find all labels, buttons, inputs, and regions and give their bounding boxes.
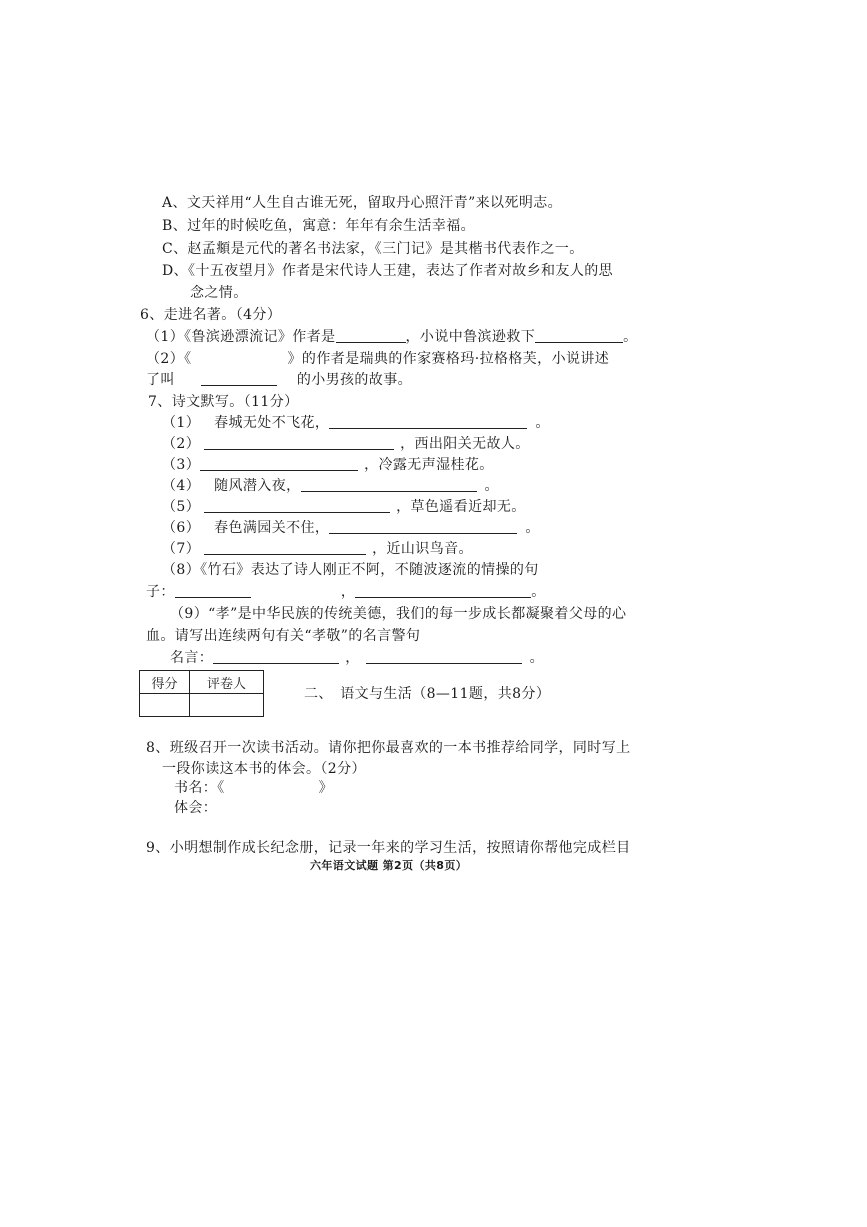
q7-line-4-end: 。: [484, 478, 499, 494]
q8-line-1: 8、班级召开一次读书活动。请你把你最喜欢的一本书推荐给同学，同时写上: [146, 740, 631, 756]
q6-part2-cont: [146, 370, 412, 390]
q7-line-3-num: （3）: [162, 457, 201, 473]
q5-option-c: C、赵孟頫是元代的著名书法家，《三门记》是其楷书代表作之一。: [162, 241, 584, 257]
q7-line-2: [162, 434, 530, 454]
q7-line-8-cont: [146, 582, 546, 602]
q7-line-3-text: ，冷露无声湿桂花。: [364, 457, 494, 473]
q7-line-4: [162, 476, 499, 496]
q7-line-1-num: （1）: [162, 415, 201, 431]
q7-line-2-text: ，西出阳关无故人。: [400, 436, 530, 452]
q8-book-label: 书名：《: [174, 780, 225, 796]
q7-line-9-comma: ，: [345, 650, 360, 666]
q7-line-7-blank[interactable]: [204, 540, 366, 555]
q7-line-4-blank[interactable]: [301, 477, 477, 492]
score-header: 得分: [140, 671, 190, 694]
q7-line-6-text: 春色满园关不住，: [214, 520, 330, 536]
q7-line-8: （8）《竹石》表达了诗人刚正不阿，不随波逐流的情操的句: [162, 562, 539, 578]
q6-part1-text-b: ，小说中鲁滨逊救下: [405, 329, 536, 345]
q7-line-7-text: ，近山识鸟音。: [372, 541, 473, 557]
q6-part2-text-c: 了叫: [146, 372, 175, 388]
q7-line-5-text: ，草色遥看近却无。: [396, 499, 526, 515]
q7-line-5-blank[interactable]: [204, 498, 390, 513]
q6-part2-text-a: （2）《: [146, 351, 192, 367]
q7-line-1-text: 春城无处不飞花，: [214, 415, 330, 431]
q5-option-b: B、过年的时候吃鱼，寓意：年年有余生活幸福。: [162, 218, 476, 234]
q8-line-2: 一段你读这本书的体会。（2分）: [162, 761, 366, 777]
q7-line-3-blank[interactable]: [200, 456, 358, 471]
q7-line-8-blank-1[interactable]: [175, 583, 251, 598]
q6-part2-text-d: 的小男孩的故事。: [296, 372, 413, 388]
q6-part1-end: 。: [623, 329, 638, 345]
q6-part1: [146, 327, 638, 347]
q6-author-blank[interactable]: [336, 328, 406, 343]
q7-line-7: [162, 539, 473, 559]
q6-part2-text-b: 》的作者是瑞典的作家赛格玛·拉格格芙，小说讲述: [287, 351, 610, 367]
q7-line-8-blank-2[interactable]: [355, 583, 531, 598]
q7-line-9-end: 。: [529, 650, 545, 666]
q7-line-6-end: 。: [525, 520, 540, 536]
q9-line-1: 9、小明想制作成长纪念册，记录一年来的学习生活，按照请你帮他完成栏目: [146, 840, 631, 856]
page-footer: 六年语文试题 第2页（共8页）: [310, 859, 468, 872]
q7-line-1-blank[interactable]: [329, 414, 527, 429]
q7-line-6-blank[interactable]: [329, 519, 517, 534]
q7-line-5: [162, 497, 526, 517]
q7-line-6-num: （6）: [162, 520, 201, 536]
q7-line-8-end: 。: [531, 584, 546, 600]
q7-line-3: [162, 455, 494, 475]
q7-line-9-blank-2[interactable]: [366, 649, 522, 664]
q5-option-d: D、《十五夜望月》作者是宋代诗人王建，表达了作者对故乡和友人的思: [162, 263, 614, 279]
q7-line-9-answer: [170, 648, 544, 668]
q6-boy-name-blank[interactable]: [201, 371, 277, 386]
q8-feel-label: 体会：: [174, 800, 218, 816]
q7-line-1: [162, 413, 550, 433]
q6-rescued-blank[interactable]: [535, 328, 623, 343]
q6-part2: [146, 349, 609, 369]
q7-line-2-blank[interactable]: [204, 435, 394, 450]
score-table: [139, 670, 264, 717]
q5-option-a: A、文天祥用“人生自古谁无死，留取丹心照汗青”来以死明志。: [162, 195, 563, 211]
q7-line-4-text: 随风潜入夜，: [214, 478, 301, 494]
q7-line-9-label: 名言：: [170, 650, 214, 666]
q7-line-4-num: （4）: [162, 478, 201, 494]
q7-line-6: [162, 518, 540, 538]
q7-line-8-label: 子：: [146, 584, 175, 600]
score-cell[interactable]: [140, 694, 190, 717]
q7-line-5-num: （5）: [162, 499, 201, 515]
q7-line-7-num: （7）: [162, 541, 201, 557]
q7-line-9: （9）“孝”是中华民族的传统美德，我们的每一步成长都凝聚着父母的心: [170, 606, 627, 622]
q7-line-9-cont: 血。请写出连续两句有关“孝敬”的名言警句: [146, 628, 421, 644]
q7-line-2-num: （2）: [162, 436, 201, 452]
grader-header: 评卷人: [189, 671, 263, 694]
grader-cell[interactable]: [189, 694, 263, 717]
q5-option-d-cont: 念之情。: [190, 285, 248, 301]
q7-line-9-blank-1[interactable]: [213, 649, 339, 664]
q6-part1-text-a: （1）《鲁滨逊漂流记》作者是: [146, 329, 336, 345]
section-2-title: 二、 语文与生活（8—11题，共8分）: [304, 686, 551, 702]
q8-book-close: 》: [318, 780, 334, 796]
q8-book-line: [174, 778, 333, 798]
q7-title: 7、诗文默写。（11分）: [148, 394, 299, 410]
q7-line-8-comma: ，: [340, 584, 356, 600]
q6-title: 6、走进名著。（4分）: [140, 307, 282, 323]
q7-line-1-end: 。: [535, 415, 550, 431]
